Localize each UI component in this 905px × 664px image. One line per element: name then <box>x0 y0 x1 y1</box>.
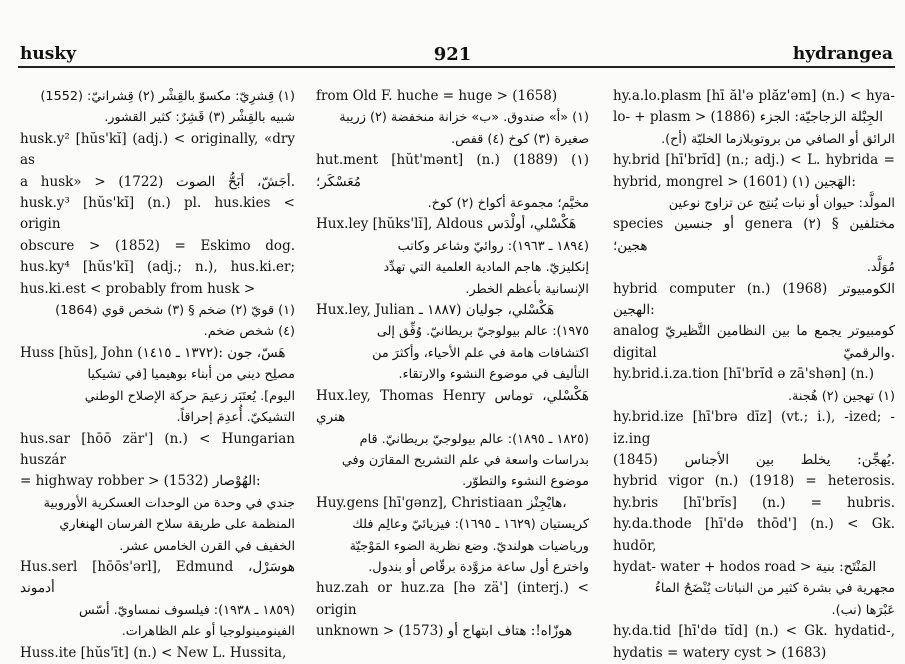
entry-line: obscure > (1852) = Eskimo dog. <box>20 237 295 254</box>
entry-line: hy.a.lo.plasm [hī ăl'ə plăz'əm] (n.) < hya- <box>613 88 895 104</box>
entry-line: عَبْرَها (نب). <box>831 602 895 618</box>
entry-line: الخفيف في القرن الخامس عشر. <box>119 538 295 554</box>
entry-line: hus.ky⁴ [hŭs'kĭ] (adj.; n.), hus.ki.er; <box>20 259 295 276</box>
entry-line: المولَّد: حيوان أو نبات يُنتِج عن تزاوج نوعين <box>668 196 895 212</box>
column-right <box>613 86 896 661</box>
entry-line: مجهرية في بشرة كثير من النباتات يُنْضَحُ الماءُ <box>654 581 895 597</box>
page-header <box>0 0 905 65</box>
entry-line: analog كومبيوتر يجمع ما بين النظامين التَّظيريّ <box>613 323 896 340</box>
entry-line: unknown > (1573) هوزّاه!: هتاف ابتهاج أو <box>316 623 573 640</box>
entry-line: موضوع النشوء والتطوّر. <box>462 474 589 490</box>
entry-line: Huy.gens [hī'gənz], Christiaan هايْجِنْز، <box>316 494 567 511</box>
entry-line: الرائق أو الصافي من بروتوبلازما الخليّة (أح). <box>661 131 895 147</box>
entry-line: التشيكيّ. أُعدِمَ إحراقاً. <box>176 410 295 426</box>
header-rule <box>18 66 895 68</box>
entry-line: جندي في وحدة من الوحدات العسكرية الأوروبية <box>43 495 295 511</box>
entry-line: (١) قِشرِيّ: مكسوّ بالقِشْر (٢) قِشرانيّ: (1552) <box>40 89 295 104</box>
entry-line: (1845) يُهجِّن: يخلط بين الأجناس. <box>613 451 896 468</box>
entry-line: digital والرقميّ. <box>613 344 895 361</box>
entry-line: مُوَلَّد. <box>866 260 895 276</box>
entry-line: اليوم]. يُعتَبَر زعيمَ حركة الإصلاح الوطني <box>84 388 295 404</box>
entry-line: (١٨٢٥ ـ ١٨٩٥): عالم بيولوجيّ بريطانيّ. قام <box>359 431 589 447</box>
entry-line: hus.sar [hōō zär'] (n.) < Hungarian huszár <box>20 430 295 468</box>
entry-line: hydatis = watery cyst > (1683) <box>613 644 827 661</box>
entry-line: (١٨٩٤ ـ ١٩٦٣): روائيّ وشاعر وكاتب <box>397 238 589 254</box>
entry-line: (١) قويّ (٢) ضخم § (٣) شخص قوي (1864) <box>55 303 295 319</box>
entry-line: hy.da.tid [hī'də tĭd] (n.) < Gk. hydatid-, <box>613 623 895 640</box>
entry-line: المنظمة على طريقة سلاح الفرسان الهنغاري <box>59 517 295 533</box>
entry-line: Hus.serl [hōōs'ərl], Edmund هوسَرْل، أدموند <box>20 558 295 597</box>
entry-line: huz.zah or huz.za [hə zä'] (interj.) < origin <box>316 580 589 618</box>
entry-line: hybrid computer (n.) (1968) الكومبيوتر الهجين: <box>613 280 895 319</box>
entry-line: hut.ment [hŭt'mənt] (n.) (1889) (١) مُعَسْكَر؛ <box>316 152 589 190</box>
entry-line: ورياضيات هولنديّ. وضع نظرية الضوء المَوْجيّة <box>349 538 589 554</box>
entry-line: Hux.ley, Thomas Henry هَكْسْلي، توماس هنري <box>316 387 589 426</box>
entry-line: التأليف في موضوع النشوء والارتقاء. <box>398 367 589 383</box>
entry-line: الإنسانية بأعظم الخطر. <box>465 281 589 297</box>
entry-line: بدراسات واسعة في علم التشريح المقارَن وفي <box>341 452 589 468</box>
entry-line: hy.bris [hī'brĭs] (n.) = hubris. <box>613 494 895 511</box>
entry-line: مخيَّم؛ مجموعة أكواخ (٢) كوخ. <box>427 196 589 212</box>
guide-word-left: husky <box>20 44 76 64</box>
entry-line: (١٨٥٩ ـ ١٩٣٨): فيلسوف نمساويّ. أسّس <box>78 602 295 618</box>
entry-line: الفينومينولوجيا أو علم الظاهرات. <box>121 624 295 640</box>
entry-line: إنكليزيّ. هاجم المادية العلمية التي تهدِّد <box>383 260 589 276</box>
entry-line: hy.brid.i.za.tion [hī'brĭd ə zā'shən] (n.) <box>613 366 874 383</box>
entry-line: كريستيان (١٦٢٩ ـ ١٦٩٥): فيزيائيّ وعالِم فلك <box>352 517 589 533</box>
guide-word-right: hydrangea <box>792 44 893 64</box>
column-left <box>20 86 295 661</box>
entry-line: from Old F. huche = huge > (1658) <box>316 88 558 104</box>
entry-line: Huss [hŭs], John (١٣٧٢ ـ ١٤١٥): هَسّ، جون <box>20 344 286 361</box>
entry-line: صغيرة (٣) كوخ (٤) قفص. <box>451 131 589 147</box>
entry-line: مصلِح ديني من أبناء بوهيميا [في تشيكيا <box>87 367 295 383</box>
entry-line: hydat- water + hodos road > المَنْتَح: بنية <box>613 558 877 575</box>
entry-line: hybrid vigor (n.) (1918) = heterosis. <box>613 473 895 490</box>
entry-line: (١) تهجين (٢) هُجنة. <box>787 388 895 404</box>
entry-line: hy.brid [hī'brĭd] (n.; adj.) < L. hybrida = <box>613 152 895 169</box>
entry-line: species أو جنسين genera مختلفين § (٢) هجين؛ <box>613 216 895 254</box>
page-number: 921 <box>433 44 472 65</box>
entry-line: husk.y³ [hŭs'kĭ] (n.) pl. hus.kies < origin <box>20 195 295 233</box>
entry-line: Hux.ley, Julian هَكْسْلي، جوليان (١٨٨٧ ـ <box>316 302 555 319</box>
entry-line: شبيه بالقِشْر (٣) قَشِرٌ: كثير القشور. <box>104 110 295 126</box>
entry-line: اكتشافات هامة في علم الأحياء، وأكثرَ من <box>372 345 589 361</box>
entry-line: واخترع أول ساعة مزوَّدة برقّاص أو بندول. <box>368 559 589 575</box>
entry-line: = highway robber > (1532) الهُوْصار: <box>20 473 261 490</box>
entry-line: Hux.ley [hŭks'lĭ], Aldous هَكْسْلي، أولْدَس <box>316 216 577 233</box>
column-middle <box>316 86 589 640</box>
entry-line: Huss.ite [hŭs'īt] (n.) < New L. Hussita, <box>20 644 287 661</box>
entry-line: lo- + plasm > (1886) الجِبْلة الزجاجيّة: الجزء <box>613 109 884 126</box>
entry-line: hus.ki.est < probably from husk > <box>20 280 256 297</box>
entry-line: hy.da.thode [hī'də thōd'] (n.) < Gk. hudōr, <box>613 516 895 554</box>
entry-line: ١٩٧٥): عالم بيولوجيّ بريطانيّ. وُفِّق إلى <box>376 324 589 340</box>
entry-line: (١) «أ» صندوق. «ب» خزانة منخفضة (٢) زريبة <box>339 110 589 126</box>
entry-line: (٤) شخص ضخم. <box>203 324 295 340</box>
entry-line: hy.brid.ize [hī'brə dīz] (vt.; i.), -ized; -iz.ing <box>613 409 895 447</box>
entry-line: a husk» > (1722) أجَشّ، أبَحُّ الصوت. <box>20 173 295 190</box>
entry-line: husk.y² [hŭs'kĭ] (adj.) < originally, «dry as <box>20 130 295 169</box>
entry-line: hybrid, mongrel > (1601) (١) الهَجين: <box>613 173 856 190</box>
